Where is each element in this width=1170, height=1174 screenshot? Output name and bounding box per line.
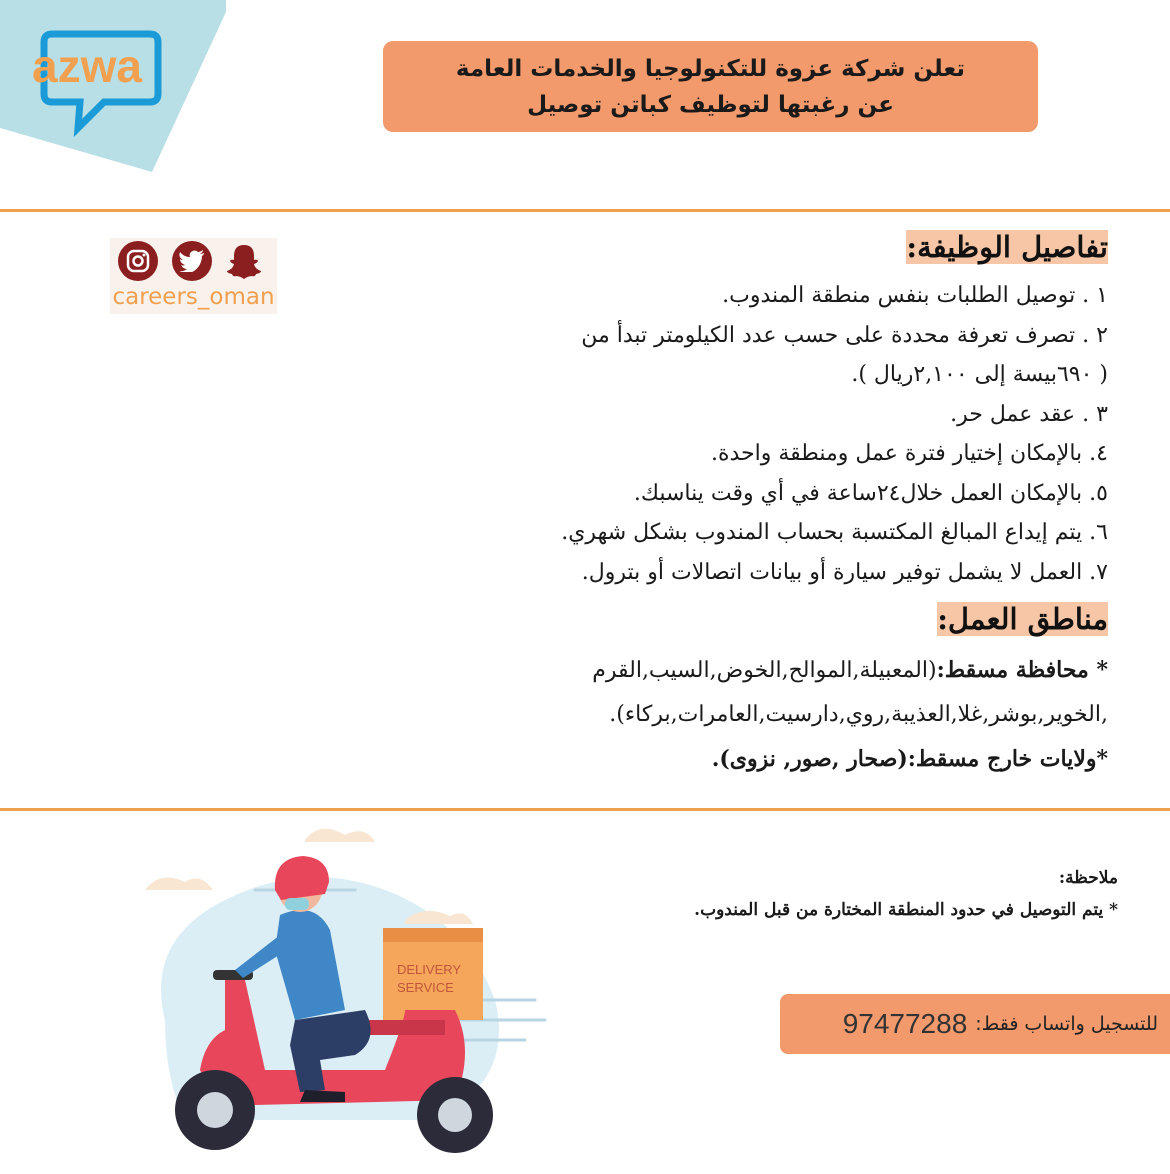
social-block xyxy=(110,238,277,314)
muscat-line-1 xyxy=(408,648,1108,693)
scooter-rider-icon xyxy=(105,820,555,1170)
details-title: تفاصيل الوظيفة: xyxy=(906,230,1108,264)
register-box xyxy=(780,994,1170,1054)
headline-line-1: تعلن شركة عزوة للتكنولوجيا والخدمات العامة xyxy=(455,56,966,82)
top-divider xyxy=(0,209,1170,212)
list-item: ( ٦٩٠بيسة إلى ٢,١٠٠ريال ). xyxy=(851,362,1108,387)
delivery-illustration xyxy=(105,820,555,1170)
list-item: ١ . توصيل الطلبات بنفس منطقة المندوب. xyxy=(722,283,1108,308)
logo-text: azwa xyxy=(32,40,142,92)
instagram-icon[interactable] xyxy=(118,241,158,281)
outside-muscat: *ولايات خارج مسقط:(صحار ,صور, نزوى). xyxy=(711,746,1108,772)
snapchat-icon[interactable] xyxy=(224,241,264,281)
register-label: للتسجيل واتساب فقط: xyxy=(975,1013,1158,1035)
details-list xyxy=(448,276,1108,592)
bottom-divider xyxy=(0,808,1170,811)
areas-title: مناطق العمل: xyxy=(937,602,1108,636)
list-item: ٤. بالإمكان إختيار فترة عمل ومنطقة واحدة. xyxy=(710,441,1108,466)
box-label-1: DELIVERY xyxy=(397,962,462,977)
box-label-2: SERVICE xyxy=(397,980,454,995)
logo-svg xyxy=(0,0,240,180)
headline-banner xyxy=(383,41,1038,132)
note-text: * يتم التوصيل في حدود المنطقة المختارة من قبل المندوب. xyxy=(694,900,1118,920)
logo-area xyxy=(0,0,240,180)
list-item: ٣ . عقد عمل حر. xyxy=(950,401,1108,427)
muscat-list-2: ,الخوير,بوشر,غلا,العذيبة,روي,دارسيت,العامرات,بركاء). xyxy=(609,702,1108,727)
list-item: ٢ . تصرف تعرفة محددة على حسب عدد الكيلومتر تبدأ من xyxy=(581,322,1108,348)
note-title: ملاحظة: xyxy=(1058,868,1118,888)
muscat-label: * محافظة مسقط: xyxy=(936,657,1108,683)
list-item: ٥. بالإمكان العمل خلال٢٤ساعة في أي وقت يناسبك. xyxy=(633,480,1108,506)
note-block xyxy=(598,862,1118,926)
whatsapp-number[interactable]: 97477288 xyxy=(842,1008,968,1039)
list-item: ٧. العمل لا يشمل توفير سيارة أو بيانات اتصالات أو بترول. xyxy=(581,559,1108,585)
muscat-list-1: (المعبيلة,الموالح,الخوض,السيب,القرم xyxy=(592,658,937,683)
list-item: ٦. يتم إيداع المبالغ المكتسبة بحساب المندوب بشكل شهري. xyxy=(561,520,1108,545)
social-handle[interactable]: careers_oman xyxy=(112,284,275,310)
headline-line-2: عن رغبتها لتوظيف كباتن توصيل xyxy=(527,92,894,118)
twitter-icon[interactable] xyxy=(172,241,212,281)
areas-block xyxy=(408,648,1108,781)
